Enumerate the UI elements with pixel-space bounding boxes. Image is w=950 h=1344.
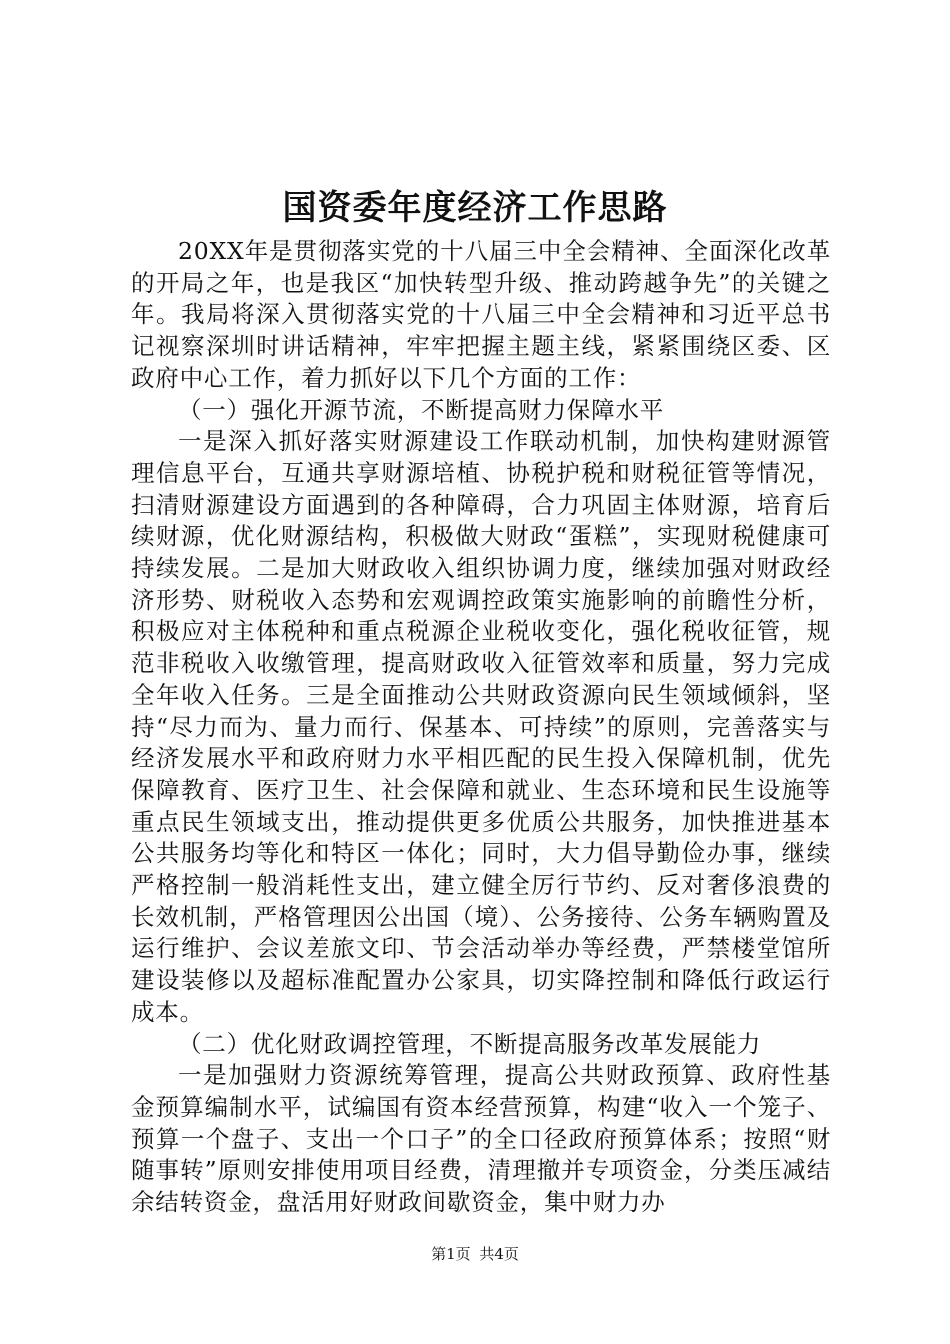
paragraph-section-1: 一是深入抓好落实财源建设工作联动机制，加快构建财源管理信息平台，互通共享财源培植、协税护税和财税征管等情况，扫清财源建设方面遇到的各种障碍，合力巩固主体财源，培育后续财源，优化财源结构，积极做大财政“蛋糕”，实现财税健康可持续发展。二是加大财政收入组织协调力度，继续加强对财政经济形势、财税收入态势和宏观调控政策实施影响的前瞻性分析，积极应对主体税种和重点税源企业税收变化，强化税收征管，规范非税收入收缴管理，提高财政收入征管效率和质量，努力完成全年收入任务。三是全面推动公共财政资源向民生领域倾斜，坚持“尽力而为、量力而行、保基本、可持续”的原则，完善落实与经济发展水平和政府财力水平相匹配的民生投入保障机制，优先保障教育、医疗卫生、社会保障和就业、生态环境和民生设施等重点民生领域支出，推动提供更多优质公共服务，加快推进基本公共服务均等化和特区一体化；同时，大力倡导勤俭办事，继续严格控制一般消耗性支出，建立健全厉行节约、反对奢侈浪费的长效机制，严格管理因公出国（境）、公务接待、公务车辆购置及运行维护、会议差旅文印、节会活动举办等经费，严禁楼堂馆所建设装修以及超标准配置办公家具，切实降控制和降低行政运行成本。 [131, 427, 831, 1026]
paragraph-section-2: 一是加强财力资源统筹管理，提高公共财政预算、政府性基金预算编制水平，试编国有资本经营预算，构建“收入一个笼子、预算一个盘子、支出一个口子”的全口径政府预算体系；按照“财随事转”原则安排使用项目经费，清理撤并专项资金，分类压减结余结转资金，盘活用好财政间歇资金，集中财力办 [131, 1061, 831, 1217]
document-title: 国资委年度经济工作思路 [282, 188, 668, 228]
page-number: 第1页 [431, 1245, 471, 1263]
section-heading-1: （一）强化开源节流，不断提高财力保障水平 [178, 395, 664, 424]
section-heading-2: （二）优化财政调控管理，不断提高服务改革发展能力 [178, 1029, 762, 1058]
page-footer [0, 1244, 950, 1264]
page-total: 共4页 [479, 1245, 519, 1263]
document-body [131, 236, 831, 1219]
paragraph-intro: 20XX年是贯彻落实党的十八届三中全会精神、全面深化改革的开局之年，也是我区“加快转型升级、推动跨越争先”的关键之年。我局将深入贯彻落实党的十八届三中全会精神和习近平总书记视察深圳时讲话精神，牢牢把握主题主线，紧紧围绕区委、区政府中心工作，着力抓好以下几个方面的工作： [131, 237, 831, 392]
